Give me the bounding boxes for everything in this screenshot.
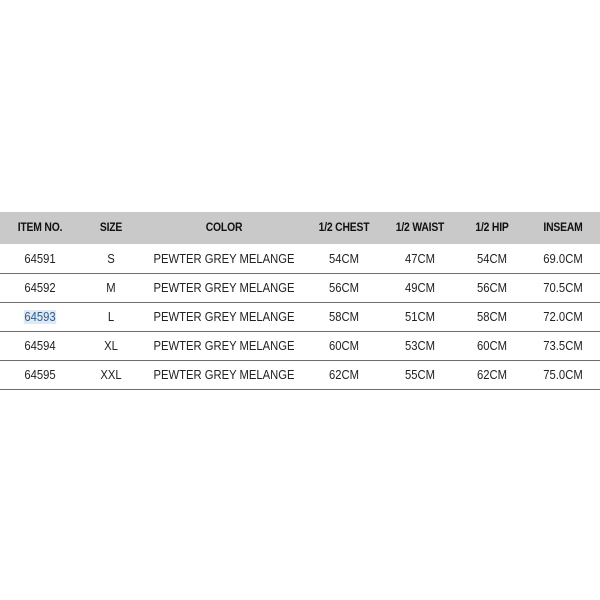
size-chart-header bbox=[0, 212, 600, 244]
cell-size: XL bbox=[104, 338, 118, 353]
table-row bbox=[0, 244, 600, 273]
size-chart-body bbox=[0, 244, 600, 389]
cell-half-waist: 51CM bbox=[404, 309, 436, 324]
cell-size: L bbox=[107, 309, 115, 324]
cell-half-hip: 62CM bbox=[476, 367, 508, 382]
cell-half-hip: 58CM bbox=[476, 309, 508, 324]
header-half-chest: 1/2 CHEST bbox=[318, 222, 370, 234]
cell-color: PEWTER GREY MELANGE bbox=[153, 309, 295, 324]
cell-item-no: 64592 bbox=[24, 280, 56, 295]
header-item-no: ITEM NO. bbox=[17, 222, 63, 234]
header-size: SIZE bbox=[99, 222, 123, 234]
table-row bbox=[0, 331, 600, 360]
cell-half-hip: 60CM bbox=[476, 338, 508, 353]
cell-half-waist: 49CM bbox=[404, 280, 436, 295]
cell-item-no: 64595 bbox=[24, 367, 56, 382]
cell-item-no-selected[interactable] bbox=[4, 302, 76, 331]
cell-size: S bbox=[107, 252, 115, 267]
cell-color: PEWTER GREY MELANGE bbox=[153, 252, 295, 267]
cell-half-chest: 60CM bbox=[328, 338, 360, 353]
cell-color: PEWTER GREY MELANGE bbox=[153, 280, 295, 295]
selected-text[interactable]: 64593 bbox=[24, 309, 56, 324]
header-half-waist: 1/2 WAIST bbox=[395, 222, 445, 234]
cell-half-hip: 56CM bbox=[476, 280, 508, 295]
header-half-hip: 1/2 HIP bbox=[475, 222, 509, 234]
cell-half-waist: 47CM bbox=[404, 252, 436, 267]
cell-half-hip: 54CM bbox=[476, 252, 508, 267]
cell-inseam: 72.0CM bbox=[543, 309, 583, 324]
cell-half-chest: 54CM bbox=[328, 252, 360, 267]
cell-item-no: 64594 bbox=[24, 338, 56, 353]
cell-color: PEWTER GREY MELANGE bbox=[153, 338, 295, 353]
cell-inseam: 73.5CM bbox=[543, 338, 583, 353]
cell-inseam: 70.5CM bbox=[543, 280, 583, 295]
cell-half-chest: 56CM bbox=[328, 280, 360, 295]
table-row bbox=[0, 273, 600, 302]
cell-inseam: 69.0CM bbox=[543, 252, 583, 267]
cell-size: M bbox=[106, 280, 116, 295]
cell-size: XXL bbox=[100, 367, 122, 382]
cell-half-waist: 55CM bbox=[404, 367, 436, 382]
cell-half-chest: 58CM bbox=[328, 309, 360, 324]
cell-half-waist: 53CM bbox=[404, 338, 436, 353]
table-row bbox=[0, 302, 600, 331]
size-chart-table bbox=[0, 212, 600, 390]
table-row bbox=[0, 360, 600, 389]
header-row bbox=[0, 212, 600, 244]
cell-item-no: 64591 bbox=[24, 252, 56, 267]
cell-inseam: 75.0CM bbox=[543, 367, 583, 382]
header-color: COLOR bbox=[205, 222, 243, 234]
cell-half-chest: 62CM bbox=[328, 367, 360, 382]
cell-color: PEWTER GREY MELANGE bbox=[153, 367, 295, 382]
header-inseam: INSEAM bbox=[543, 222, 583, 234]
